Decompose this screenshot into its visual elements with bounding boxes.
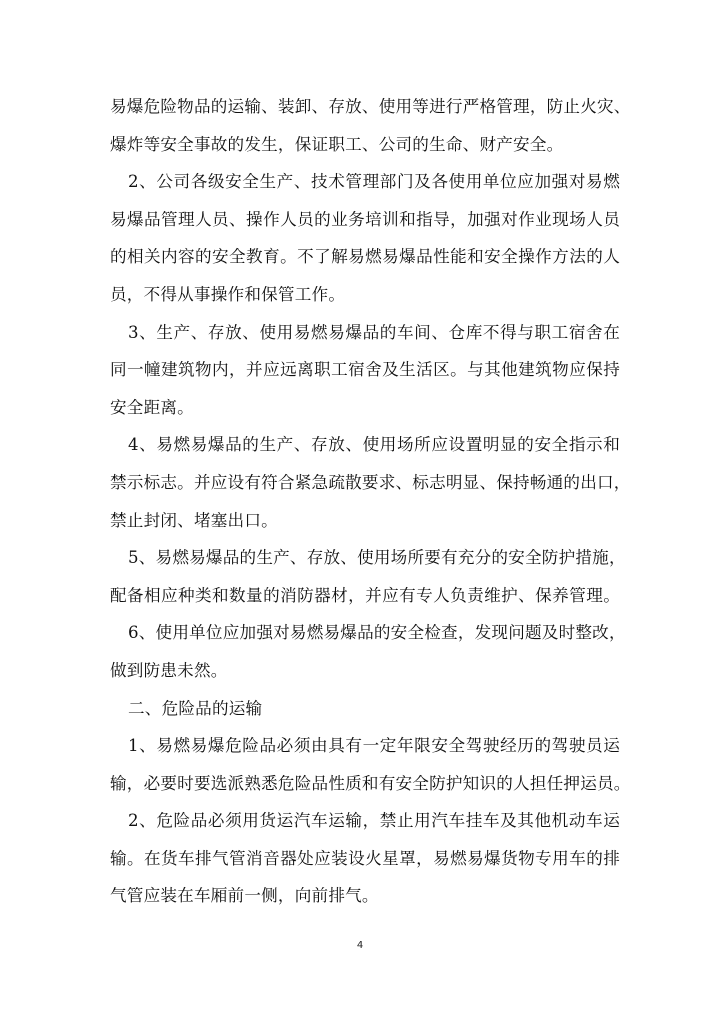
text-line: 输。在货车排气管消音器处应装设火星罩，易燃易爆货物专用车的排 bbox=[110, 848, 620, 868]
text-line: 1、易燃易爆危险品必须由具有一定年限安全驾驶经历的驾驶员运 bbox=[128, 736, 620, 756]
text-line: 安全距离。 bbox=[110, 397, 194, 417]
text-line: 6、使用单位应加强对易燃易爆品的安全检查，发现问题及时整改， bbox=[128, 623, 626, 643]
text-line: 的相关内容的安全教育。不了解易燃易爆品性能和安全操作方法的人 bbox=[110, 247, 620, 267]
text-line: 4、易燃易爆品的生产、存放、使用场所应设置明显的安全指示和 bbox=[128, 435, 620, 455]
paragraph bbox=[110, 727, 631, 802]
text-line: 员，不得从事操作和保管工作。 bbox=[110, 284, 346, 304]
text-line: 输，必要时要选派熟悉危险品性质和有安全防护知识的人担任押运员。 bbox=[110, 773, 631, 793]
paragraph bbox=[110, 163, 620, 313]
text-line: 2、危险品必须用货运汽车运输，禁止用汽车挂车及其他机动车运 bbox=[128, 811, 620, 831]
text-line: 同一幢建筑物内，并应远离职工宿舍及生活区。与其他建筑物应保持 bbox=[110, 360, 620, 380]
text-line: 禁示标志。并应设有符合紧急疏散要求、标志明显、保持畅通的出口， bbox=[110, 472, 631, 492]
text-line: 易爆危险物品的运输、装卸、存放、使用等进行严格管理，防止火灾、 bbox=[110, 97, 631, 116]
paragraph bbox=[110, 802, 620, 915]
paragraph bbox=[110, 539, 626, 614]
paragraph bbox=[110, 426, 631, 539]
section-heading bbox=[110, 690, 620, 728]
section-heading-text: 二、危险品的运输 bbox=[128, 698, 263, 718]
text-line: 易爆品管理人员、操作人员的业务培训和指导，加强对作业现场人员 bbox=[110, 209, 620, 229]
paragraph bbox=[110, 614, 626, 689]
page-number: 4 bbox=[356, 940, 364, 951]
text-line: 配备相应种类和数量的消防器材，并应有专人负责维护、保养管理。 bbox=[110, 585, 620, 605]
paragraph bbox=[110, 314, 620, 427]
paragraph bbox=[110, 88, 631, 163]
text-line: 气管应装在车厢前一侧，向前排气。 bbox=[110, 886, 379, 906]
text-line: 做到防患未然。 bbox=[110, 660, 228, 680]
text-line: 5、易燃易爆品的生产、存放、使用场所要有充分的安全防护措施， bbox=[128, 548, 626, 568]
text-line: 3、生产、存放、使用易燃易爆品的车间、仓库不得与职工宿舍在 bbox=[128, 322, 620, 342]
text-line: 2、公司各级安全生产、技术管理部门及各使用单位应加强对易燃 bbox=[128, 172, 620, 192]
document-body bbox=[110, 88, 631, 915]
text-line: 禁止封闭、堵塞出口。 bbox=[110, 510, 278, 530]
text-line: 爆炸等安全事故的发生，保证职工、公司的生命、财产安全。 bbox=[110, 134, 564, 154]
